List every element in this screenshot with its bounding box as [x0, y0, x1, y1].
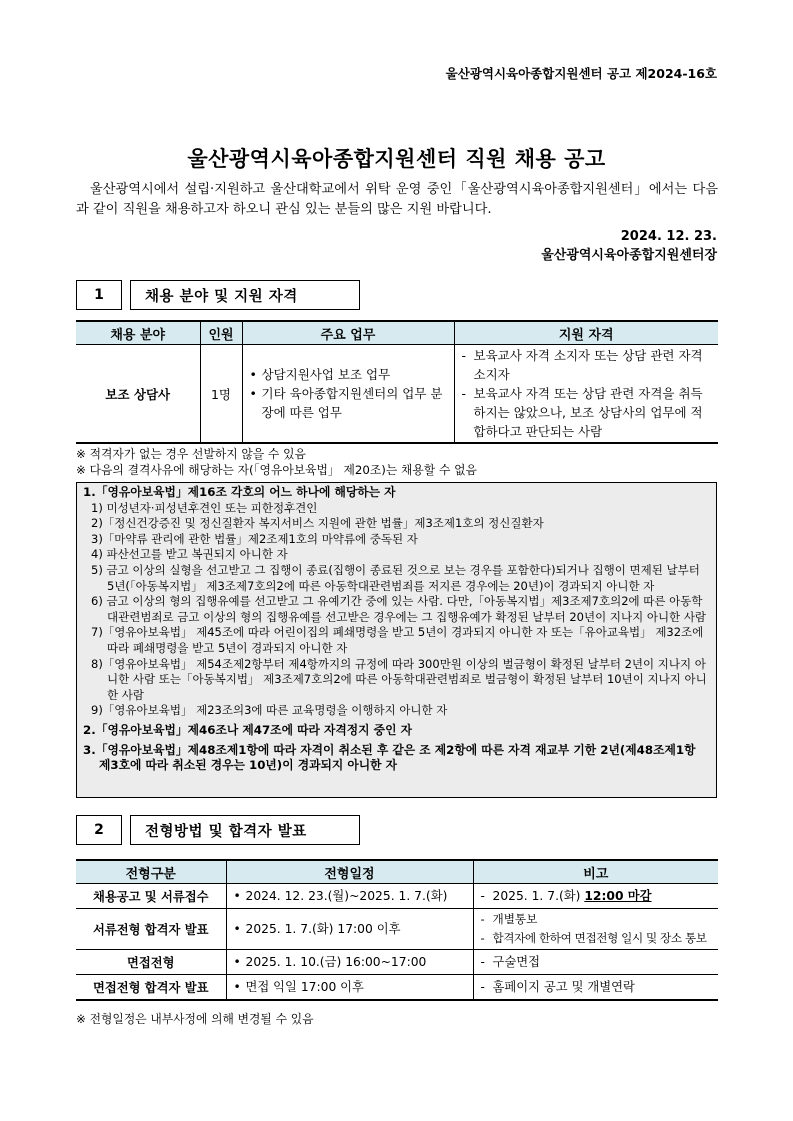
- schedule-text: • 2025. 1. 10.(금) 16:00~17:00: [232, 953, 468, 972]
- note-cell: [473, 950, 718, 975]
- stage-cell: 면접전형 합격자 발표: [76, 975, 226, 1001]
- disq-heading-1: 1.「영유아보육법」제16조 각호의 어느 하나에 해당하는 자: [83, 485, 396, 499]
- note-line: ※ 적격자가 없는 경우 선발하지 않을 수 있음: [76, 447, 306, 461]
- recruitment-table: [76, 320, 718, 444]
- section2-number: 2: [76, 815, 122, 845]
- table-header-row: [76, 860, 718, 884]
- section1-title: 채용 분야 및 지원 자격: [130, 280, 360, 310]
- disqualification-box: [76, 482, 717, 798]
- disq-item: 5) 금고 이상의 실형을 선고받고 그 집행이 종료(집행이 종료된 것으로 보는 경우를 포함한다)되거나 집행이 면제된 날부터 5년(「아동복지법」 제3조제7호의2에 따른 아동학대관련범죄를 저지른 경우에는 20년)이 경과되지 아니한 자: [91, 562, 700, 593]
- col-header: 전형일정: [226, 860, 473, 884]
- duty-item: • 기타 육아종합지원센터의 업무 분장에 따른 업무: [248, 384, 449, 422]
- disq-item: 7)「영유아보육법」 제45조에 따라 어린이집의 폐쇄명령을 받고 5년이 경과되지 아니한 자 또는「유아교육법」 제32조에 따라 폐쇄명령을 받고 5년이 경과되지 아니한 자: [91, 625, 704, 655]
- schedule-text: • 면접 익일 17:00 이후: [232, 978, 468, 997]
- col-header: 주요 업무: [242, 321, 454, 345]
- col-header: 채용 분야: [76, 321, 200, 345]
- disq-heading-3: 3.「영유아보육법」제48조제1항에 따라 자격이 취소된 후 같은 조 제2항에 따른 자격 재교부 기한 2년(제48조제1항 제3호에 따라 취소된 경우는 10년)이 경과되지 아니한 자: [83, 742, 696, 773]
- issue-block: [541, 227, 717, 265]
- notice-number: 울산광역시육아종합지원센터 공고 제2024-16호: [445, 66, 717, 81]
- section1-header: [76, 280, 360, 310]
- col-header: 비고: [473, 860, 718, 884]
- duties-cell: [242, 345, 454, 444]
- col-header: 전형구분: [76, 860, 226, 884]
- stage-cell: 면접전형: [76, 950, 226, 975]
- table-row: [76, 909, 718, 950]
- deadline-emphasis: 12:00 마감: [584, 888, 652, 903]
- section2-title: 전형방법 및 합격자 발표: [130, 815, 360, 845]
- schedule-cell: [226, 975, 473, 1001]
- disq-item: 4) 파산선고를 받고 복권되지 아니한 자: [91, 547, 288, 562]
- schedule-footnote: ※ 전형일정은 내부사정에 의해 변경될 수 있음: [76, 1012, 314, 1026]
- disq-item: 6) 금고 이상의 형의 집행유예를 선고받고 그 유예기간 중에 있는 사람. 다만,「아동복지법」제3조제7호의2에 따른 아동학대관련범죄로 금고 이상의 형의 집행유예를 선고받은 경우에는 그 집행유예가 확정된 날부터 20년이 지나지 아니한 사람: [91, 594, 707, 624]
- table-row: [76, 950, 718, 975]
- qual-item: - 보육교사 자격 소지자 또는 상담 관련 자격 소지자: [460, 346, 714, 384]
- note-line: ※ 다음의 결격사유에 해당하는 자(「영유아보육법」 제20조)는 채용할 수 없음: [76, 463, 477, 477]
- note-prefix: 2025. 1. 7.(화): [492, 888, 585, 903]
- note-text: - 홈페이지 공고 및 개별연락: [479, 978, 714, 997]
- table-row: [76, 345, 718, 444]
- col-header: 지원 자격: [454, 321, 718, 345]
- disq-item: 1) 미성년자·피성년후견인 또는 피한정후견인: [91, 500, 318, 515]
- schedule-cell: [226, 950, 473, 975]
- note-text: [479, 887, 714, 906]
- disq-item: 2)「정신건강증진 및 정신질환자 복지서비스 지원에 관한 법률」제3조제1호의 정신질환자: [91, 516, 544, 531]
- field-cell: 보조 상담사: [76, 345, 200, 444]
- disq-item: 3)「마약류 관리에 관한 법률」제2조제1호의 마약류에 중독된 자: [91, 531, 418, 546]
- issuer: 울산광역시육아종합지원센터장: [541, 248, 717, 263]
- stage-cell: 채용공고 및 서류접수: [76, 884, 226, 909]
- schedule-cell: [226, 884, 473, 909]
- schedule-text: • 2024. 12. 23.(월)~2025. 1. 7.(화): [232, 887, 468, 906]
- disq-heading-2: 2.「영유아보육법」제46조나 제47조에 따라 자격정지 중인 자: [83, 722, 412, 737]
- section1-number: 1: [76, 280, 122, 310]
- note-cell: [473, 975, 718, 1001]
- disq-item: 8)「영유아보육법」 제54조제2항부터 제4항까지의 규정에 따라 300만원 이상의 벌금형이 확정된 날부터 2년이 지나지 아니한 사람 또는「아동복지법」 제3조제7호의2에 따른 아동학대관련범죄로 벌금형이 확정된 날부터 10년이 지나지 아니한 사람: [91, 656, 707, 702]
- qual-item: - 보육교사 자격 또는 상담 관련 자격을 취득하지는 않았으나, 보조 상담사의 업무에 적합하다고 판단되는 사람: [460, 384, 714, 441]
- notes: [76, 446, 477, 478]
- table-header-row: [76, 321, 718, 345]
- col-header: 인원: [200, 321, 242, 345]
- schedule-table: [76, 859, 718, 1001]
- note-text: - 개별통보: [479, 910, 714, 929]
- disq-item: 9)「영유아보육법」 제23조의3에 따른 교육명령을 이행하지 아니한 자: [91, 703, 448, 718]
- stage-cell: 서류전형 합격자 발표: [76, 909, 226, 950]
- table-row: [76, 884, 718, 909]
- issue-date: 2024. 12. 23.: [620, 229, 717, 244]
- page-title: 울산광역시육아종합지원센터 직원 채용 공고: [187, 147, 606, 171]
- table-row: [76, 975, 718, 1001]
- schedule-cell: [226, 909, 473, 950]
- intro-paragraph: 울산광역시에서 설립·지원하고 울산대학교에서 위탁 운영 중인「울산광역시육아종합지원센터」에서는 다음과 같이 직원을 채용하고자 하오니 관심 있는 분들의 많은 지원 바랍니다.: [76, 182, 718, 217]
- note-cell: [473, 909, 718, 950]
- note-cell: [473, 884, 718, 909]
- section2-header: [76, 815, 360, 845]
- note-text: - 구술면접: [479, 953, 714, 972]
- count-cell: 1명: [200, 345, 242, 444]
- schedule-text: • 2025. 1. 7.(화) 17:00 이후: [232, 920, 468, 939]
- note-text: - 합격자에 한하여 면접전형 일시 및 장소 통보: [479, 929, 714, 948]
- duty-item: • 상담지원사업 보조 업무: [248, 365, 449, 384]
- quals-cell: [454, 345, 718, 444]
